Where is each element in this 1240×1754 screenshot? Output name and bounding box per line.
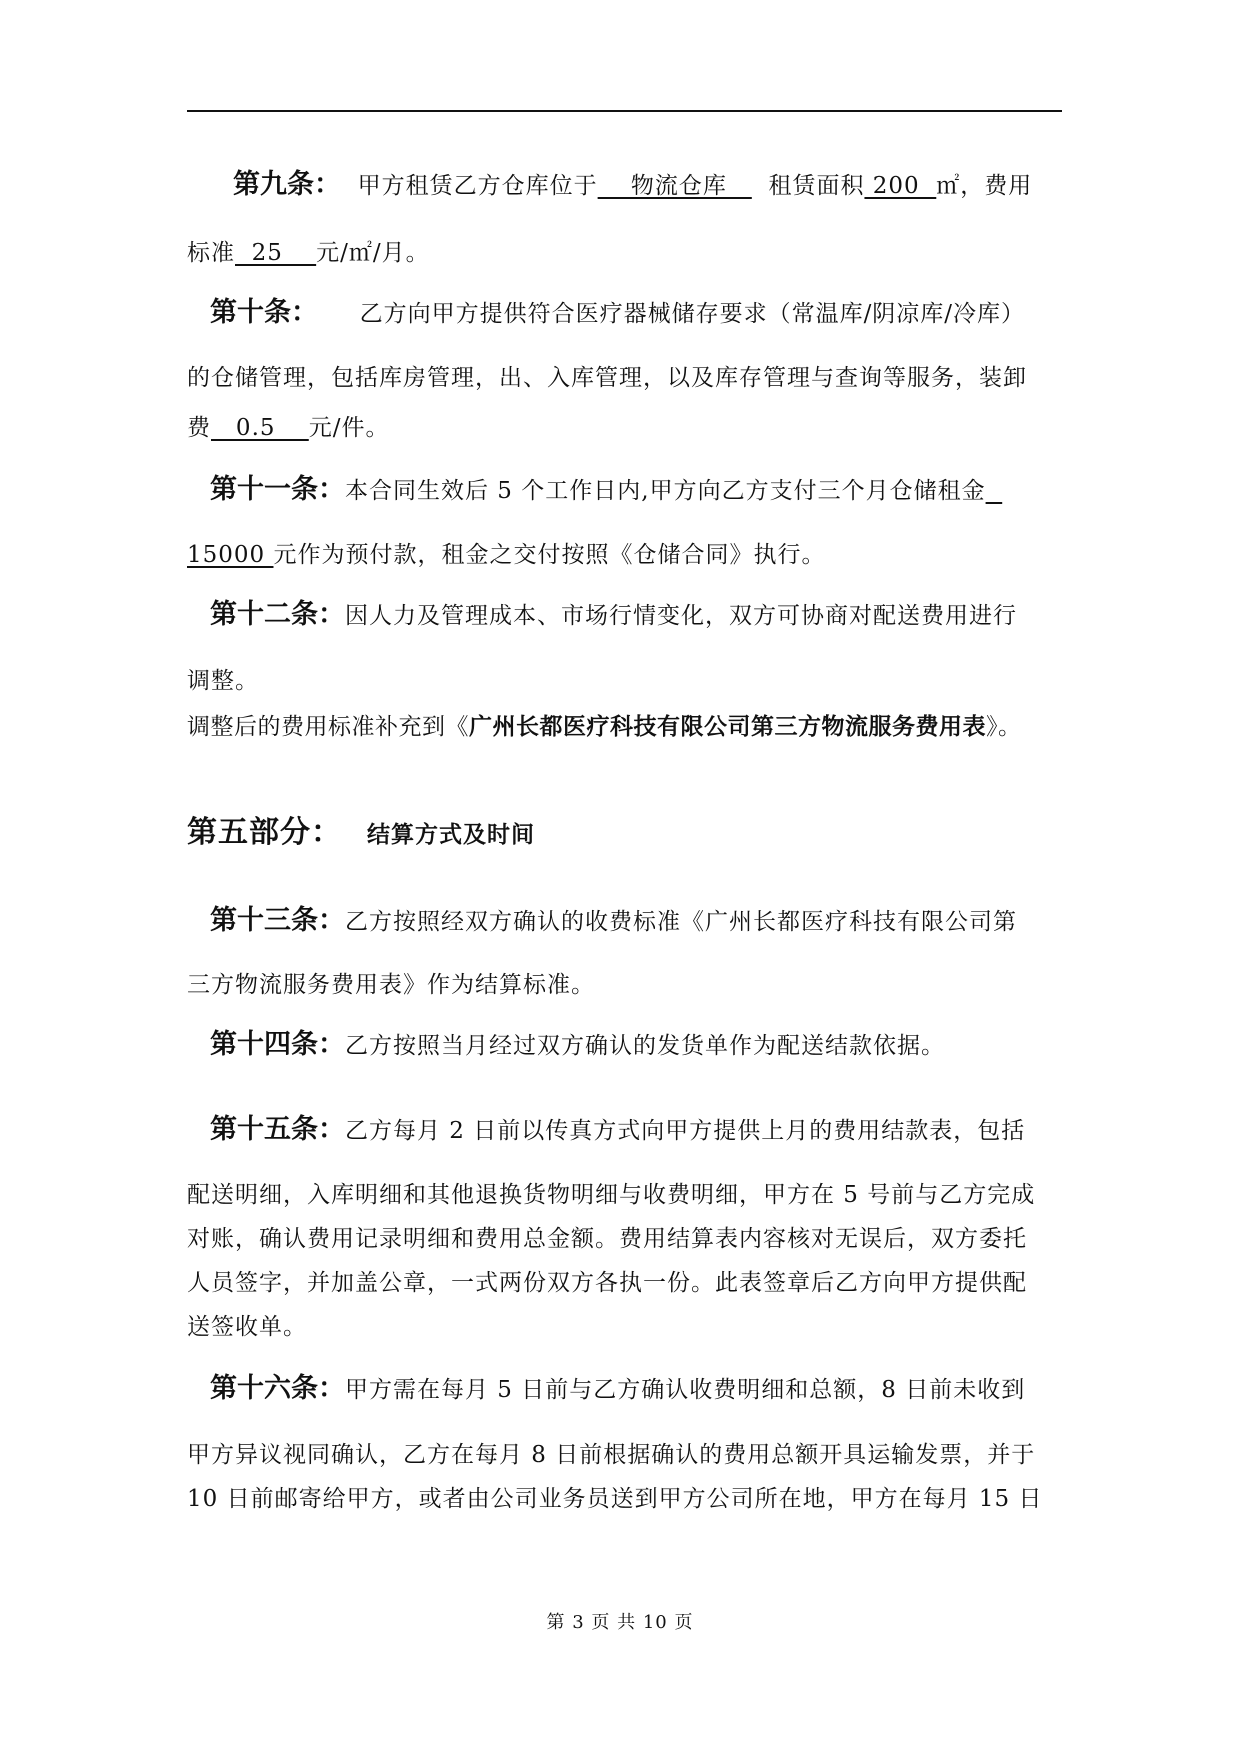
article-10-text-3: 费 — [187, 415, 211, 441]
warehouse-location-field: 物流仓库 — [597, 173, 752, 199]
article-12-text-1: 因人力及管理成本、市场行情变化，双方可协商对配送费用进行 — [345, 603, 1017, 629]
article-10-line-2 — [187, 363, 1027, 393]
article-13-line-2 — [187, 970, 595, 1000]
article-9-text-2: 租赁面积 — [768, 173, 865, 199]
article-15-text-3: 对账，确认费用记录明细和费用总金额。费用结算表内容核对无误后，双方委托 — [187, 1226, 1027, 1252]
article-11-text-2: 元作为预付款，租金之交付按照《仓储合同》执行。 — [273, 542, 826, 568]
article-13-line-1 — [210, 906, 1017, 937]
article-16-text-1: 甲方需在每月 5 日前与乙方确认收费明细和总额，8 日前未收到 — [345, 1377, 1026, 1403]
page-number: 第 3 页 共 10 页 — [546, 1612, 694, 1633]
article-16-line-1 — [210, 1374, 1025, 1405]
article-10-line-3 — [187, 413, 390, 443]
article-16-text-2: 甲方异议视同确认，乙方在每月 8 日前根据确认的费用总额开具运输发票，并于 — [187, 1442, 1036, 1468]
article-16-text-3: 10 日前邮寄给甲方，或者由公司业务员送到甲方公司所在地，甲方在每月 15 日 — [187, 1486, 1043, 1512]
article-15-heading: 第十五条： — [210, 1114, 345, 1145]
rental-area-field: 200 — [864, 173, 937, 199]
article-12-text-2: 调整。 — [187, 668, 259, 694]
article-11-text-1: 本合同生效后 5 个工作日内,甲方向乙方支付三个月仓储租金 — [345, 478, 986, 504]
article-9-text-5: 元/㎡/月。 — [316, 240, 430, 266]
article-13-text-1: 乙方按照经双方确认的收费标准《广州长都医疗科技有限公司第 — [345, 909, 1017, 935]
article-10-line-1 — [210, 298, 1025, 329]
article-12-line-1 — [210, 600, 1017, 631]
article-15-text-1: 乙方每月 2 日前以传真方式向甲方提供上月的费用结款表，包括 — [345, 1118, 1026, 1144]
article-9-line-2 — [187, 238, 430, 268]
article-15-line-2 — [187, 1180, 1035, 1210]
article-11-line-1 — [210, 475, 1002, 506]
article-12-heading: 第十二条： — [210, 599, 345, 630]
article-10-heading: 第十条： — [210, 297, 318, 328]
part-5-title: 第五部分： — [187, 815, 342, 850]
article-15-text-4: 人员签字，并加盖公章，一式两份双方各执一份。此表签章后乙方向甲方提供配 — [187, 1270, 1027, 1296]
article-14-line-1 — [210, 1030, 945, 1061]
article-12-line-3 — [187, 712, 1022, 742]
article-14-text-1: 乙方按照当月经过双方确认的发货单作为配送结款依据。 — [345, 1033, 945, 1059]
article-16-line-2 — [187, 1440, 1035, 1470]
article-15-text-2: 配送明细，入库明细和其他退换货物明细与收费明细，甲方在 5 号前与乙方完成 — [187, 1182, 1036, 1208]
article-9-text: 甲方租赁乙方仓库位于 — [357, 173, 598, 199]
handling-fee-field: 0.5 — [211, 415, 309, 441]
article-9-text-4: 标准 — [187, 240, 235, 266]
article-9-heading: 第九条： — [233, 169, 341, 200]
article-14-heading: 第十四条： — [210, 1029, 345, 1060]
article-13-text-2: 三方物流服务费用表》作为结算标准。 — [187, 972, 595, 998]
article-11-heading: 第十一条： — [210, 474, 345, 505]
article-10-text-1: 乙方向甲方提供符合医疗器械储存要求（常温库/阴凉库/冷库） — [359, 301, 1026, 327]
article-16-heading: 第十六条： — [210, 1373, 345, 1404]
article-12-line-2 — [187, 666, 259, 696]
prepayment-amount-field: 15000 — [187, 542, 274, 568]
part-5-heading — [187, 815, 535, 850]
article-13-heading: 第十三条： — [210, 905, 345, 936]
article-11-line-2 — [187, 540, 825, 570]
header-rule — [187, 110, 1062, 112]
article-15-line-4 — [187, 1268, 1027, 1298]
article-11-blank — [986, 478, 1003, 504]
article-10-text-4: 元/件。 — [308, 415, 390, 441]
article-15-line-5 — [187, 1312, 307, 1342]
article-12-text-3: 调整后的费用标准补充到《 — [187, 714, 469, 740]
article-10-text-2: 的仓储管理，包括库房管理，出、入库管理，以及库存管理与查询等服务，装卸 — [187, 365, 1027, 391]
article-16-line-3 — [187, 1484, 1042, 1514]
article-9-line-1 — [233, 170, 1032, 201]
article-15-text-5: 送签收单。 — [187, 1314, 307, 1340]
article-15-line-1 — [210, 1115, 1025, 1146]
article-15-line-3 — [187, 1224, 1027, 1254]
fee-schedule-title: 广州长都医疗科技有限公司第三方物流服务费用表 — [469, 714, 986, 740]
rental-price-field: 25 — [235, 240, 317, 266]
article-12-text-4: 》。 — [986, 714, 1022, 740]
article-9-text-3: ㎡，费用 — [936, 173, 1033, 199]
part-5-subtitle: 结算方式及时间 — [366, 822, 535, 848]
